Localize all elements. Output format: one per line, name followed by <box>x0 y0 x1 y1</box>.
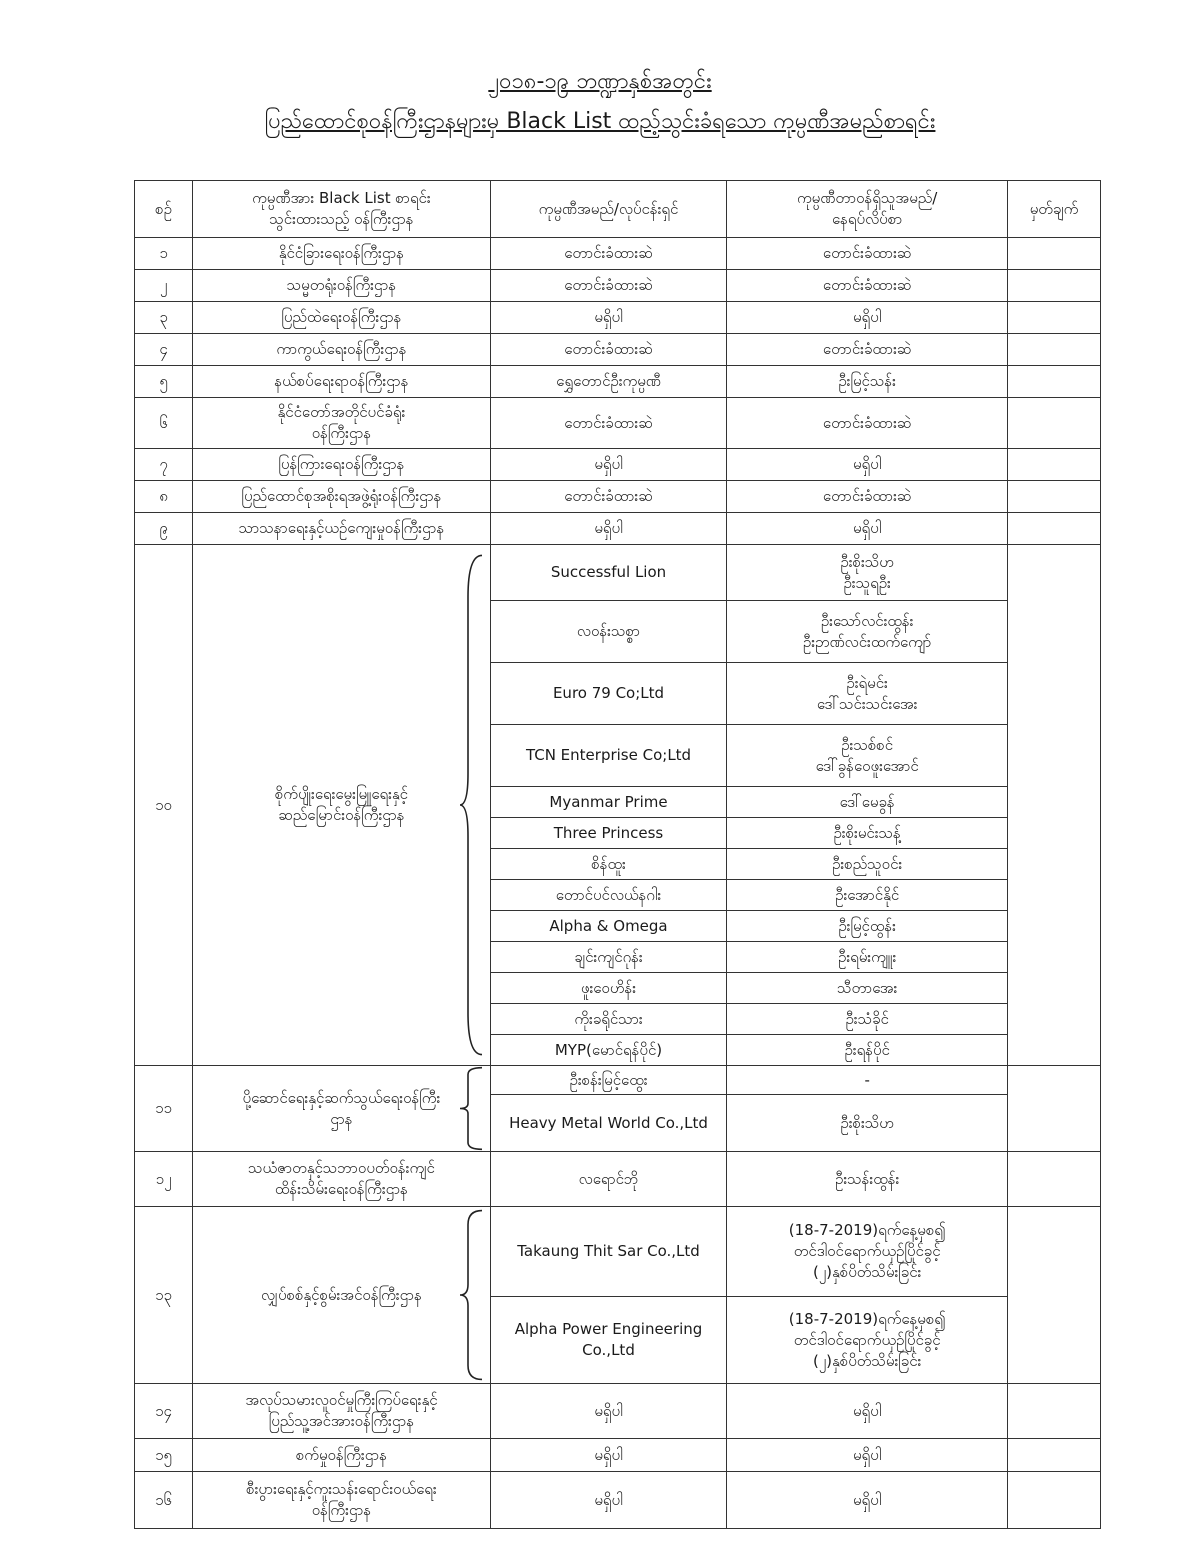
document-title: ၂၀၁၈-၁၉ ဘဏ္ဍာနှစ်အတွင်း <box>488 69 712 94</box>
company-cell: လဝန်းသစ္စာ <box>490 601 726 663</box>
ministry-cell: ပြန်ကြားရေးဝန်ကြီးဌာန <box>193 449 491 481</box>
person-cell: ဦးသစ်စင် ဒေါ်ခွန်ဝေဖူးအောင် <box>727 725 1008 787</box>
row-number: ၁၄ <box>135 1384 193 1439</box>
remarks-cell <box>1008 1152 1101 1207</box>
company-cell: ဖူးဝေဟိန်း <box>490 973 726 1004</box>
person-cell: ဦးအောင်နိုင် <box>727 880 1008 911</box>
remarks-cell <box>1008 1207 1101 1384</box>
ministry-cell: စက်မှုဝန်ကြီးဌာန <box>193 1439 491 1472</box>
header-remarks: မှတ်ချက် <box>1008 181 1101 238</box>
header-no: စဉ် <box>135 181 193 238</box>
table-row <box>135 1439 1101 1472</box>
company-cell: Three Princess <box>490 818 726 849</box>
table-row <box>135 366 1101 398</box>
row-number: ၃ <box>135 302 193 334</box>
ministry-cell: သာသနာရေးနှင့်ယဉ်ကျေးမှုဝန်ကြီးဌာန <box>193 513 491 545</box>
company-cell: မရှိပါ <box>490 1472 726 1529</box>
company-cell: မရှိပါ <box>490 302 726 334</box>
table-row <box>135 398 1101 449</box>
person-cell: ဦးစိုးသိဟ ဦးသူရဦး <box>727 545 1008 601</box>
person-cell: မရှိပါ <box>727 513 1008 545</box>
remarks-cell <box>1008 1384 1101 1439</box>
remarks-cell <box>1008 238 1101 270</box>
person-cell: ဦးသော်လင်းထွန်း ဦးဉာဏ်လင်းထက်ကျော် <box>727 601 1008 663</box>
person-cell: တောင်းခံထားဆဲ <box>727 398 1008 449</box>
person-cell: ဦးစည်သူဝင်း <box>727 849 1008 880</box>
company-cell: တောင်းခံထားဆဲ <box>490 270 726 302</box>
row-number: ၁၁ <box>135 1066 193 1152</box>
remarks-cell <box>1008 1066 1101 1152</box>
header-ministry: ကုမ္ပဏီအား Black List စာရင်း သွင်းထားသည့် ဝန်ကြီးဌာန <box>193 181 491 238</box>
person-cell: (18-7-2019)ရက်နေ့မှစ၍ တင်ဒါဝင်ရောက်ယှဉ်ပြိုင်ခွင့် (၂)နှစ်ပိတ်သိမ်းခြင်း <box>727 1207 1008 1297</box>
remarks-cell <box>1008 334 1101 366</box>
company-cell: လရောင်ဘို <box>490 1152 726 1207</box>
remarks-cell <box>1008 481 1101 513</box>
company-cell: Takaung Thit Sar Co.,Ltd <box>490 1207 726 1297</box>
table-row <box>135 1472 1101 1529</box>
table-row <box>135 513 1101 545</box>
document-subtitle: ပြည်ထောင်စုဝန်ကြီးဌာနများမှ Black List ထည့်သွင်းခံရသော ကုမ္ပဏီအမည်စာရင်း <box>264 109 936 134</box>
ministry-cell: နိုင်ငံတော်အတိုင်ပင်ခံရုံး ဝန်ကြီးဌာန <box>193 398 491 449</box>
person-cell: ဦးရဲမင်း ဒေါ်သင်းသင်းအေး <box>727 663 1008 725</box>
company-cell: Alpha & Omega <box>490 911 726 942</box>
company-cell: ကိုးခရိုင်သား <box>490 1004 726 1035</box>
person-cell: - <box>727 1066 1008 1095</box>
person-cell: ဦးမြင့်သန်း <box>727 366 1008 398</box>
company-cell: မရှိပါ <box>490 1439 726 1472</box>
table-row <box>135 334 1101 366</box>
row-number: ၉ <box>135 513 193 545</box>
person-cell: (18-7-2019)ရက်နေ့မှစ၍ တင်ဒါဝင်ရောက်ယှဉ်ပြိုင်ခွင့် (၂)နှစ်ပိတ်သိမ်းခြင်း <box>727 1297 1008 1384</box>
remarks-cell <box>1008 270 1101 302</box>
person-cell: ဦးသံခိုင် <box>727 1004 1008 1035</box>
table-header-row <box>135 181 1101 238</box>
table-row <box>135 270 1101 302</box>
person-cell: ဦးရမ်းကျူး <box>727 942 1008 973</box>
ministry-cell: နိုင်ငံခြားရေးဝန်ကြီးဌာန <box>193 238 491 270</box>
row-number: ၁၂ <box>135 1152 193 1207</box>
row-number: ၂ <box>135 270 193 302</box>
company-cell: မရှိပါ <box>490 449 726 481</box>
company-cell: ဦးစန်းမြင့်ထွေး <box>490 1066 726 1095</box>
company-cell: တောင်ပင်လယ်နဂါး <box>490 880 726 911</box>
row-number: ၁၆ <box>135 1472 193 1529</box>
company-cell: Heavy Metal World Co.,Ltd <box>490 1095 726 1152</box>
table-row <box>135 545 1101 601</box>
ministry-cell: အလုပ်သမားလူဝင်မှုကြီးကြပ်ရေးနှင့် ပြည်သူ့အင်အားဝန်ကြီးဌာန <box>193 1384 491 1439</box>
remarks-cell <box>1008 366 1101 398</box>
remarks-cell <box>1008 449 1101 481</box>
row-number: ၁၃ <box>135 1207 193 1384</box>
company-cell: တောင်းခံထားဆဲ <box>490 238 726 270</box>
table-row <box>135 1384 1101 1439</box>
company-cell: တောင်းခံထားဆဲ <box>490 334 726 366</box>
remarks-cell <box>1008 1472 1101 1529</box>
company-cell: MYP(မောင်ရန်ပိုင်) <box>490 1035 726 1066</box>
table-row <box>135 1066 1101 1095</box>
person-cell: တောင်းခံထားဆဲ <box>727 334 1008 366</box>
person-cell: ဒေါ်မေခွန် <box>727 787 1008 818</box>
ministry-cell: စီးပွားရေးနှင့်ကူးသန်းရောင်းဝယ်ရေး ဝန်ကြီးဌာန <box>193 1472 491 1529</box>
ministry-cell: စိုက်ပျိုးရေးမွေးမြူရေးနှင့် ဆည်မြောင်းဝန်ကြီးဌာန <box>193 545 491 1066</box>
row-number: ၁၅ <box>135 1439 193 1472</box>
company-cell: မရှိပါ <box>490 513 726 545</box>
table-row <box>135 449 1101 481</box>
group-brace <box>458 1207 486 1383</box>
row-number: ၁၀ <box>135 545 193 1066</box>
row-number: ၅ <box>135 366 193 398</box>
remarks-cell <box>1008 545 1101 1066</box>
remarks-cell <box>1008 398 1101 449</box>
person-cell: မရှိပါ <box>727 1384 1008 1439</box>
table-row <box>135 1152 1101 1207</box>
company-cell: Alpha Power Engineering Co.,Ltd <box>490 1297 726 1384</box>
ministry-cell: နယ်စပ်ရေးရာဝန်ကြီးဌာန <box>193 366 491 398</box>
ministry-cell: ကာကွယ်ရေးဝန်ကြီးဌာန <box>193 334 491 366</box>
row-number: ၆ <box>135 398 193 449</box>
remarks-cell <box>1008 302 1101 334</box>
person-cell: တောင်းခံထားဆဲ <box>727 238 1008 270</box>
company-cell: မရှိပါ <box>490 1384 726 1439</box>
row-number: ၇ <box>135 449 193 481</box>
ministry-cell: ပို့ဆောင်ရေးနှင့်ဆက်သွယ်ရေးဝန်ကြီး ဌာန <box>193 1066 491 1152</box>
person-cell: တောင်းခံထားဆဲ <box>727 481 1008 513</box>
blacklist-table <box>134 180 1101 1529</box>
person-cell: တောင်းခံထားဆဲ <box>727 270 1008 302</box>
company-cell: တောင်းခံထားဆဲ <box>490 481 726 513</box>
header-company: ကုမ္ပဏီအမည်/လုပ်ငန်းရှင် <box>490 181 726 238</box>
company-cell: Successful Lion <box>490 545 726 601</box>
header-person: ကုမ္ပဏီတာဝန်ရှိသူအမည်/ နေရပ်လိပ်စာ <box>727 181 1008 238</box>
table-row <box>135 238 1101 270</box>
company-cell: ချင်းကျင်ဂုန်း <box>490 942 726 973</box>
row-number: ၁ <box>135 238 193 270</box>
person-cell: မရှိပါ <box>727 302 1008 334</box>
person-cell: မရှိပါ <box>727 449 1008 481</box>
row-number: ၄ <box>135 334 193 366</box>
person-cell: သီတာအေး <box>727 973 1008 1004</box>
person-cell: ဦးရန်ပိုင် <box>727 1035 1008 1066</box>
company-cell: Myanmar Prime <box>490 787 726 818</box>
group-brace <box>458 1066 486 1151</box>
ministry-cell: ပြည်ထောင်စုအစိုးရအဖွဲ့ရုံးဝန်ကြီးဌာန <box>193 481 491 513</box>
group-brace <box>458 545 486 1065</box>
person-cell: မရှိပါ <box>727 1439 1008 1472</box>
table-row <box>135 1207 1101 1297</box>
ministry-cell: သမ္မတရုံးဝန်ကြီးဌာန <box>193 270 491 302</box>
remarks-cell <box>1008 513 1101 545</box>
ministry-cell: သယံဇာတနှင့်သဘာဝပတ်ဝန်းကျင် ထိန်းသိမ်းရေးဝန်ကြီးဌာန <box>193 1152 491 1207</box>
remarks-cell <box>1008 1439 1101 1472</box>
row-number: ၈ <box>135 481 193 513</box>
person-cell: ဦးမြင့်ထွန်း <box>727 911 1008 942</box>
person-cell: ဦးစိုးသိဟ <box>727 1095 1008 1152</box>
company-cell: တောင်းခံထားဆဲ <box>490 398 726 449</box>
ministry-cell: ပြည်ထဲရေးဝန်ကြီးဌာန <box>193 302 491 334</box>
table-row <box>135 302 1101 334</box>
person-cell: ဦးစိုးမင်းသန့် <box>727 818 1008 849</box>
company-cell: ရွှေတောင်ဦးကုမ္ပဏီ <box>490 366 726 398</box>
table-row <box>135 481 1101 513</box>
company-cell: TCN Enterprise Co;Ltd <box>490 725 726 787</box>
company-cell: Euro 79 Co;Ltd <box>490 663 726 725</box>
person-cell: ဦးသန်းထွန်း <box>727 1152 1008 1207</box>
person-cell: မရှိပါ <box>727 1472 1008 1529</box>
company-cell: စိန်ထူး <box>490 849 726 880</box>
ministry-cell: လျှပ်စစ်နှင့်စွမ်းအင်ဝန်ကြီးဌာန <box>193 1207 491 1384</box>
